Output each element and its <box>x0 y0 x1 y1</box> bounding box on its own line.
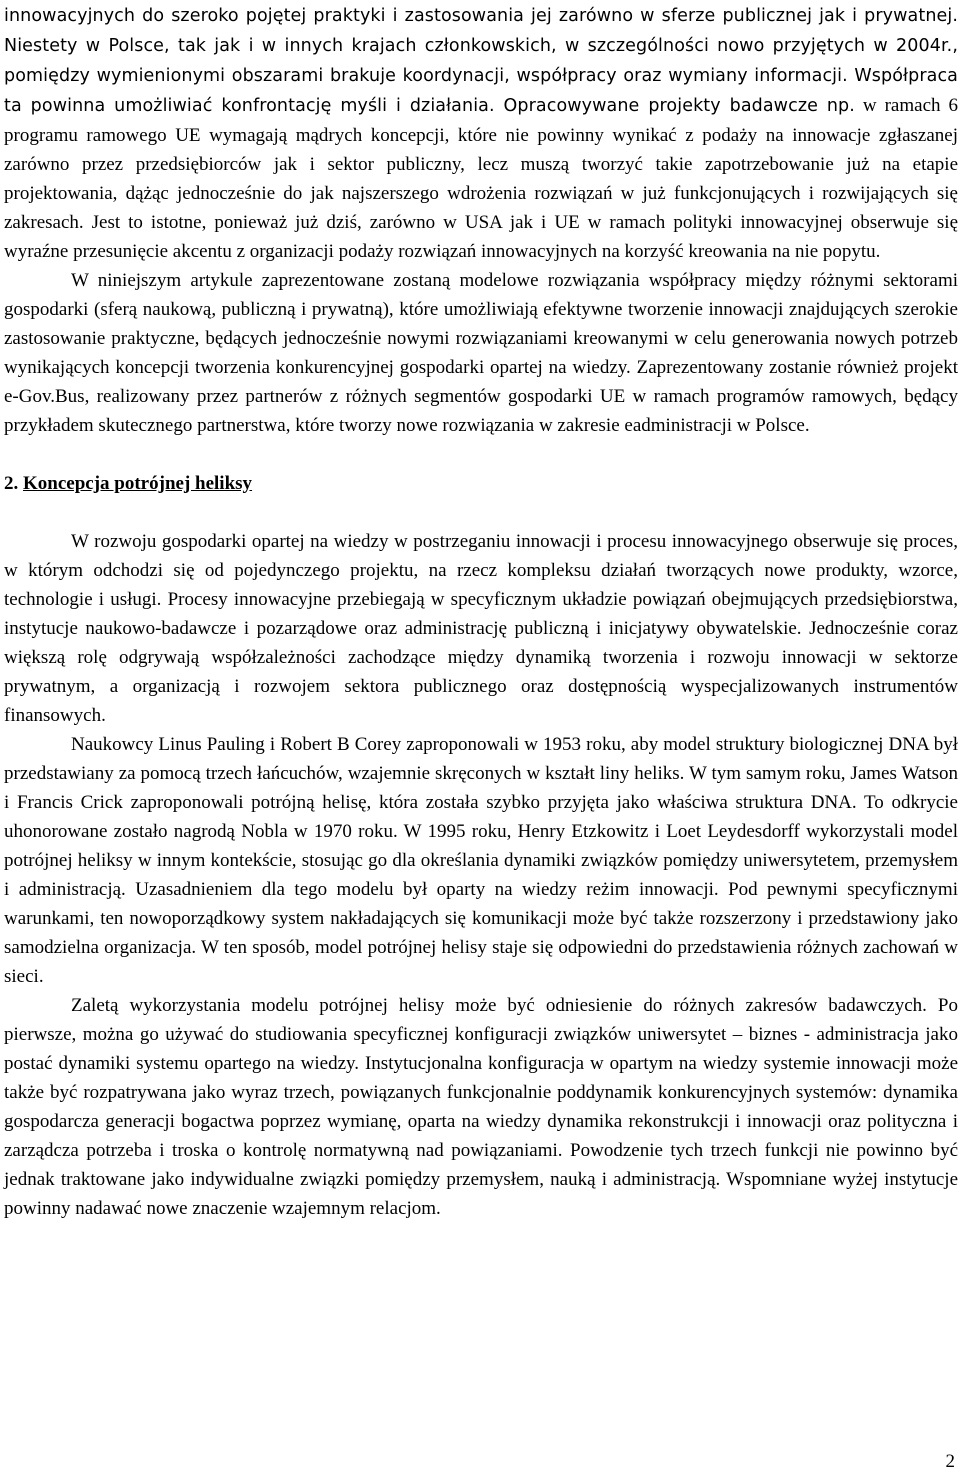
paragraph-intro-serif-part: w ramach 6 programu ramowego UE wymagają mądrych koncepcji, które nie powinny wynikać z podaży na innowacje zgłaszanej zarówno przez przedsiębiorców jak i sektor publiczny, lecz muszą tworzyć takie zapotrzebowanie już na etapie projektowania, dążąc jednocześnie do jak najszerszego wdrożenia rozwiązań w już funkcjonujących i rozwijających się zakresach. Jest to istotne, ponieważ już dziś, zarówno w USA jak i UE w ramach polityki innowacyjnej obserwuje się wyraźne przesunięcie akcentu z organizacji podaży rozwiązań innowacyjnych na korzyść kreowania na nie popytu. <box>4 95 958 262</box>
paragraph-intro-sans-part: innowacyjnych do szeroko pojętej praktyki i zastosowania jej zarówno w sferze publicznej jak i prywatnej. Niestety w Polsce, tak jak i w innych krajach członkowskich, w szczególności nowo przyjętych w 2004r., pomiędzy wymienionymi obszarami brakuje koordynacji, współpracy oraz wymiany informacji. Współpraca ta powinna umożliwiać konfrontację myśli i działania. Opracowywane projekty badawcze np. <box>4 6 958 116</box>
section-heading-title: Koncepcja potrójnej heliksy <box>23 473 253 494</box>
section-heading-number: 2. <box>4 473 19 494</box>
section-heading <box>4 469 958 498</box>
paragraph-dna-helix: Naukowcy Linus Pauling i Robert B Corey zaproponowali w 1953 roku, aby model struktury biologicznej DNA był przedstawiany za pomocą trzech łańcuchów, wzajemnie skręconych w kształt liny heliks. W tym samym roku, James Watson i Francis Crick zaproponowali potrójną helisę, która została szybko przyjęta jako właściwa struktura DNA. To odkrycie uhonorowane zostało nagrodą Nobla w 1970 roku. W 1995 roku, Henry Etzkowitz i Loet Leydesdorff wykorzystali model potrójnej heliksy w innym kontekście, stosując go dla określania dynamiki związków pomiędzy uniwersytetem, przemysłem i administracją. Uzasadnieniem dla tego modelu był oparty na wiedzy reżim innowacji. Pod pewnymi specyficznymi warunkami, ten nowoporządkowy system nakładających się komunikacji może być także rozszerzony i przedstawiony jako samodzielna organizacja. W ten sposób, model potrójnej helisy staje się odpowiedni do przedstawienia różnych zachowań w sieci. <box>4 734 958 987</box>
paragraph-innovation-process: W rozwoju gospodarki opartej na wiedzy w postrzeganiu innowacji i procesu innowacyjnego obserwuje się proces, w którym odchodzi się od pojedynczego projektu, na rzecz kompleksu działań tworzących nowe produkty, wzorce, technologie i usługi. Procesy innowacyjne przebiegają w specyficznym układzie powiązań obejmujących przedsiębiorstwa, instytucje naukowo-badawcze i pozarządowe oraz administrację publiczną i inicjatywy obywatelskie. Jednocześnie coraz większą rolę odgrywają współzależności zachodzące między dynamiką tworzenia i rozwoju innowacji w sektorze prywatnym, a organizacją i rozwojem sektora publicznego oraz dostępnością wyspecjalizowanych instrumentów finansowych. <box>4 531 958 726</box>
paragraph-article-scope: W niniejszym artykule zaprezentowane zostaną modelowe rozwiązania współpracy między różnymi sektorami gospodarki (sferą naukową, publiczną i prywatną), które umożliwiają efektywne tworzenie innowacji znajdujących szerokie zastosowanie praktyczne, będących jednocześnie nowymi rozwiązaniami kreowanymi w celu generowania nowych potrzeb wynikających koncepcji tworzenia konkurencyjnej gospodarki opartej na wiedzy. Zaprezentowany zostanie również projekt e-Gov.Bus, realizowany przez partnerów z różnych segmentów gospodarki UE w ramach programów ramowych, będący przykładem skutecznego partnerstwa, które tworzy nowe rozwiązania w zakresie eadministracji w Polsce. <box>4 270 958 436</box>
paragraph-intro-continuation <box>4 1 958 266</box>
document-page <box>4 1 958 1223</box>
page-number: 2 <box>945 1451 955 1472</box>
paragraph-helix-advantages: Zaletą wykorzystania modelu potrójnej helisy może być odniesienie do różnych zakresów badawczych. Po pierwsze, można go używać do studiowania specyficznej konfiguracji związków uniwersytet – biznes - administracja jako postać dynamiki systemu opartego na wiedzy. Instytucjonalna konfiguracja w opartym na wiedzy systemie innowacji może także być rozpatrywana jako wyraz trzech, powiązanych funkcjonalnie poddynamik konkurencyjnych systemów: dynamika gospodarcza generacji bogactwa poprzez wymianę, oparta na wiedzy dynamika rekonstrukcji i innowacji oraz polityczna i zarządcza potrzeba i troska o kontrolę normatywną nad powiązaniami. Powodzenie tych trzech funkcji nie powinno być jednak traktowane jako indywidualne związki pomiędzy przemysłem, nauką i administracją. Wspomniane wyżej instytucje powinny nadawać nowe znaczenie wzajemnym relacjom. <box>4 995 958 1219</box>
